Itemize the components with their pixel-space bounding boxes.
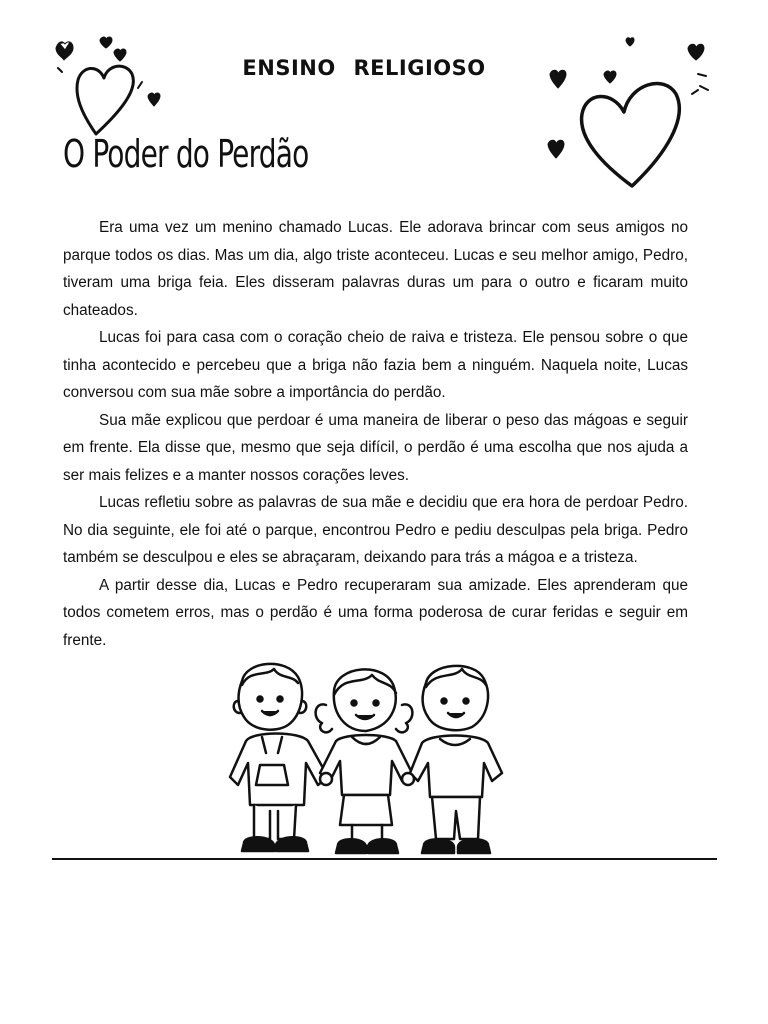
story-paragraph: Era uma vez um menino chamado Lucas. Ele adorava brincar com seus amigos no parque todos os dias. Mas um dia, algo triste aconteceu. Lucas e seu melhor amigo, Pedro, tiveram uma briga feia. Eles disseram palavras duras um para o outro e ficaram muito chateados. [63,219,688,319]
children-illustration [226,655,506,860]
hearts-doodle-icon [52,34,172,144]
story-paragraph: Lucas refletiu sobre as palavras de sua mãe e decidiu que era hora de perdoar Pedro. No dia seguinte, ele foi até o parque, encontrou Pedro e pediu desculpas pela briga. Pedro também se desculpou e eles se abraçaram, deixando para trás a mágoa e a tristeza. [63,494,688,566]
boy-left-figure [230,664,328,851]
page-title: O Poder do Perdão [63,132,309,176]
boy-right-figure [410,666,502,853]
story-text [63,214,688,654]
story-paragraph: Sua mãe explicou que perdoar é uma maneira de liberar o peso das mágoas e seguir em frente. Ela disse que, mesmo que seja difícil, o perdão é uma escolha que nos ajuda a ser mais felizes e a manter nossos corações leves. [63,411,688,484]
story-paragraph: Lucas foi para casa com o coração cheio de raiva e tristeza. Ele pensou sobre o que tinha acontecido e percebeu que a briga não fazia bem a ninguém. Naquela noite, Lucas conversou com sua mãe sobre a importância do perdão. [63,329,688,401]
divider-line [52,858,717,860]
subject-heading: ENSINO RELIGIOSO [242,56,486,80]
hearts-doodle-icon [542,34,722,199]
girl-middle-figure [316,669,413,853]
story-paragraph: A partir desse dia, Lucas e Pedro recuperaram sua amizade. Eles aprenderam que todos cometem erros, mas o perdão é uma forma poderosa de curar feridas e seguir em frente. [63,576,688,649]
